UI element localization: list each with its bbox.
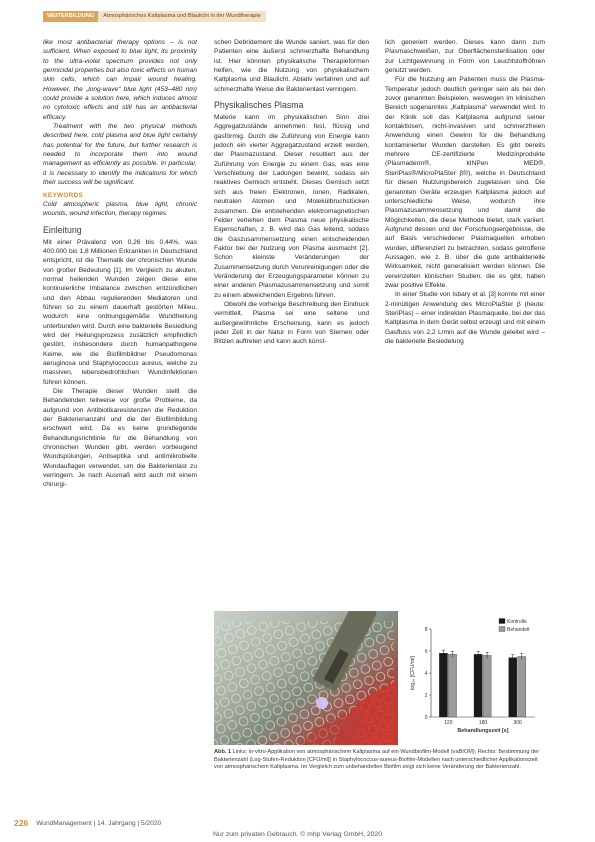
section-heading-plasma: Physikalisches Plasma bbox=[214, 100, 304, 111]
y-tick-label: 4 bbox=[424, 670, 428, 677]
bar bbox=[483, 655, 491, 717]
abstract-english: like most antibacterial therapy options – is not sufficient. When exposed to blue light, its proximity to the ultra-violet spectrum provides not only germicidal properties but also toxic effects on human skin cells, which can impair wound healing. However, the „long-wave“ blue light (453–480 nm) could provide a solution here, which induces almost no cytotoxic effects and still has an antibacterial efficacy. bbox=[43, 39, 197, 121]
figure-caption bbox=[214, 749, 545, 772]
legend-swatch bbox=[499, 627, 505, 632]
text-column-3 bbox=[385, 38, 545, 346]
caption-text: Links: in-vitro-Applikation von atmosphärischem Kaltplasma auf ein Wundbiofilm-Modell (vaBIOM); Rechts: Bestimmung der Bakterienzahl (Log-Stufen-Reduktion [CFU/ml]) in Staphylococcus-aureus-Biofilm-Modellen nach unterschiedlicher Applikationszeit von atmosphärischem Kaltplasma. Im Vergleich zum unbehandelten Biofilm zeigt sich keine Veränderung der Bakterienzahl. bbox=[214, 749, 540, 771]
bar-chart-container bbox=[403, 611, 545, 745]
text-column-1 bbox=[43, 38, 197, 490]
y-tick-label: 8 bbox=[424, 626, 428, 633]
body-paragraph: Obwohl die vorherige Beschreibung den Eindruck vermittelt, Plasma sei eine seltene und außergewöhnliche Erscheinung, kann es jedoch jeder Zeit in der Natur in Form von Sternen oder Blitzen auftreten und kann auch künst- bbox=[214, 300, 369, 346]
bar bbox=[518, 657, 526, 718]
caption-label: Abb. 1 bbox=[214, 749, 232, 755]
body-paragraph: In einer Studie von Isbary et al. [3] konnte mit einer 2-minütigen Anwendung des MicroPlaSter β (heute: SteriPlas) – einer indirekten Plasmaquelle, bei der das Kaltplasma in dem Gerät selbst erzeugt und mit einem Gasfluss von 2,2 L/min auf die Wunde geleitet wird – die bakterielle Besiedelung bbox=[385, 291, 545, 345]
section-tag: WEITERBILDUNG bbox=[43, 11, 98, 22]
y-tick-label: 2 bbox=[424, 692, 428, 699]
body-paragraph: lich generiert werden. Dieses kann dann zum Plasmaschweißen, zur Oberflächensterilisation oder zur Lichtgewinnung in Form von Leuchtstoffröhren genutzt werden. bbox=[385, 39, 545, 75]
journal-issue: WundManagement | 14. Jahrgang | 5/2020 bbox=[36, 820, 162, 827]
legend-label: Kontrolle bbox=[507, 619, 527, 625]
x-tick-label: 300 bbox=[513, 720, 522, 726]
bar bbox=[448, 654, 456, 717]
keywords-text: Cold atmospheric plasma, blue light, chronic wounds, wound infection, therapy regimes bbox=[43, 200, 197, 218]
text-column-2 bbox=[214, 38, 369, 347]
body-paragraph: schen Debridement die Wunde saniert, was für den Patienten eine äußerst schmerzhafte Behandlung ist. Hier könnten physikalische Therapieformen helfen, wie die Nutzung von physikalischem Kaltplasma und Blaulicht. Ablativ verfahren und auf schmerzhafte Weise die Bakterienlast verringern. bbox=[214, 39, 369, 93]
copyright-line: Nur zum privaten Gebrauch. © mhp Verlag GmbH, 2020 bbox=[213, 831, 382, 838]
photo-illustration bbox=[214, 611, 398, 745]
x-tick-label: 180 bbox=[478, 720, 488, 726]
legend-label: Behandelt bbox=[507, 627, 530, 633]
bar-chart bbox=[403, 611, 545, 745]
y-tick-label: 6 bbox=[424, 648, 428, 655]
running-header bbox=[43, 11, 266, 22]
page-number: 226 bbox=[14, 818, 29, 828]
bar bbox=[439, 653, 447, 717]
body-paragraph: Mit einer Prävalenz von 0,26 bis 0,44%, was 400.000 bis 1,8 Millionen Erkrankten in Deutschland entspricht, ist die Thematik der chronischen Wunde von großer Bedeutung [1]. Im Vergleich zu akuten, normal heilenden Wunden zeigen diese eine kontinuierliche Imbalance zwischen entzündlichen und den Abbau regulierenden Mediatoren und führen so zu einem dauerhaft gestörten Milieu, wodurch eine ordnungsgemäße Wundheilung unterbunden wird. Durch eine bakterielle Besiedlung wird der Heilungsprozess zusätzlich empfindlich gestört, insbesondere durch humanpathogene Keime, wie die Biofilmbildner Pseudomonas aeruginosa und Staphylococcus aureus, welche zu massiven, lebensbedrohlichen Wundinfektionen führen können. bbox=[43, 238, 197, 386]
x-tick-label: 120 bbox=[444, 720, 453, 726]
y-axis-label: log₁₀ [CFU/ml] bbox=[410, 655, 416, 691]
plasma-glow bbox=[316, 697, 328, 709]
body-paragraph: Für die Nutzung am Patienten muss die Plasma-Temperatur jedoch deutlich geringer sein als bei den zuvor genannten Beispielen, weswegen im klinischen Bereich sogenanntes „Kaltplasma“ verwendet wird. In der Klinik soll das Kaltplasma aufgrund seiner kontaktlosen, nicht-invasiven und schmerzfreien Anwendung einen Gewinn für die Behandlung kontaminierter Wunden darstellen. Es gibt bereits mehrere CE-zertifizierte Medizinprodukte (Plasmaderm®, kINPen MED®, SteriPlas®/MicroPlaSter β®), welche in Deutschland für diesen Nutzungsbereich zugelassen sind. Die genannten Geräte erzeugen Kaltplasma jedoch auf unterschiedliche Weise, wodurch ihre Plasmazusammensetzung und damit die Möglichkeiten, die diese Methode bietet, stark variiert. Aufgrund dessen und der Forschungsergebnisse, die auf Basis verschiedener Plasmaquellen erhoben wurden, differenziert zu betrachten, sodass getroffene Aussagen, wie z. B. über die gute antibakterielle Wirksamkeit, nicht generalisiert werden können. Die vereinzelten klinischen Studien, die es gibt, haben zwar positive Effekte. bbox=[385, 76, 545, 289]
keywords-heading: KEYWORDS bbox=[43, 191, 84, 199]
body-paragraph: Die Therapie dieser Wunden stellt die Behandelnden teilweise vor große Probleme, da aufgrund von Antibiotikaresistenzen die Reduktion der Bakterienanzahl und die der Biofilmbildung erschwert wird. Da es keine grundlegende Behandlungsrichtlinie für die Behandlung von chronischen Wunden gibt, werden vorbeugend Wundspülungen, Antiseptika und antimikrobielle Wundauflagen verwendet, um die Bakterienlast zu verringern. Je nach Ausmaß wird auch mit einem chirurgi- bbox=[43, 388, 197, 489]
plasma-application-photo bbox=[214, 611, 398, 745]
article-running-title: Atmosphärisches Kaltplasma und Blaulicht in der Wundtherapie bbox=[98, 11, 266, 22]
bar bbox=[509, 658, 517, 717]
page-footer bbox=[14, 818, 161, 830]
y-tick-label: 0 bbox=[424, 714, 428, 721]
body-paragraph: Materie kann im physikalischen Sinn drei Aggregatzustände annehmen: fest, flüssig und gasförmig. Durch die Zuführung von Energie kann jedoch ein vierter Aggregatzustand erzielt werden, der Plasmazustand. Dieser resultiert aus der Zuführung von Energie zu einem Gas, was eine Verschiebung der Ladungen bewirkt, sodass ein reaktives Gemisch entsteht. Dieses Gemisch setzt sich aus freien Elektronen, Ionen, Radikalen, neutralen Atomen und Molekülbruchstücken zusammen. Die entstehenden elektromagnetischen Felder verleihen dem Plasma neue physikalische Eigenschaften, z. B. wird das Gas leitend, sodass die Gaszusammensetzung einen entscheidenden Faktor bei der Nutzung von Plasma ausmacht [2]. Schon kleinste Veränderungen der Zusammensetzung durch Verunreinigungen oder die Veränderung der Erzeugungsparameter können zu einer anderen Plasmazusammensetzung und somit zu einem abweichenden Ergebnis führen. bbox=[214, 114, 369, 299]
bar bbox=[474, 654, 482, 717]
x-axis-label: Behandlungszeit [s] bbox=[457, 728, 509, 734]
figure-1 bbox=[214, 611, 545, 745]
legend-swatch bbox=[499, 619, 505, 624]
abstract-english-para2: Treatment with the two physical methods described here, cold plasma and blue light certainly has potential for the future, but further research is needed to incorporate them into wound management as efficiently as possible. In particular, it is necessary to identify the indications for which their success will be significant. bbox=[43, 123, 197, 187]
section-heading-einleitung: Einleitung bbox=[43, 224, 82, 235]
